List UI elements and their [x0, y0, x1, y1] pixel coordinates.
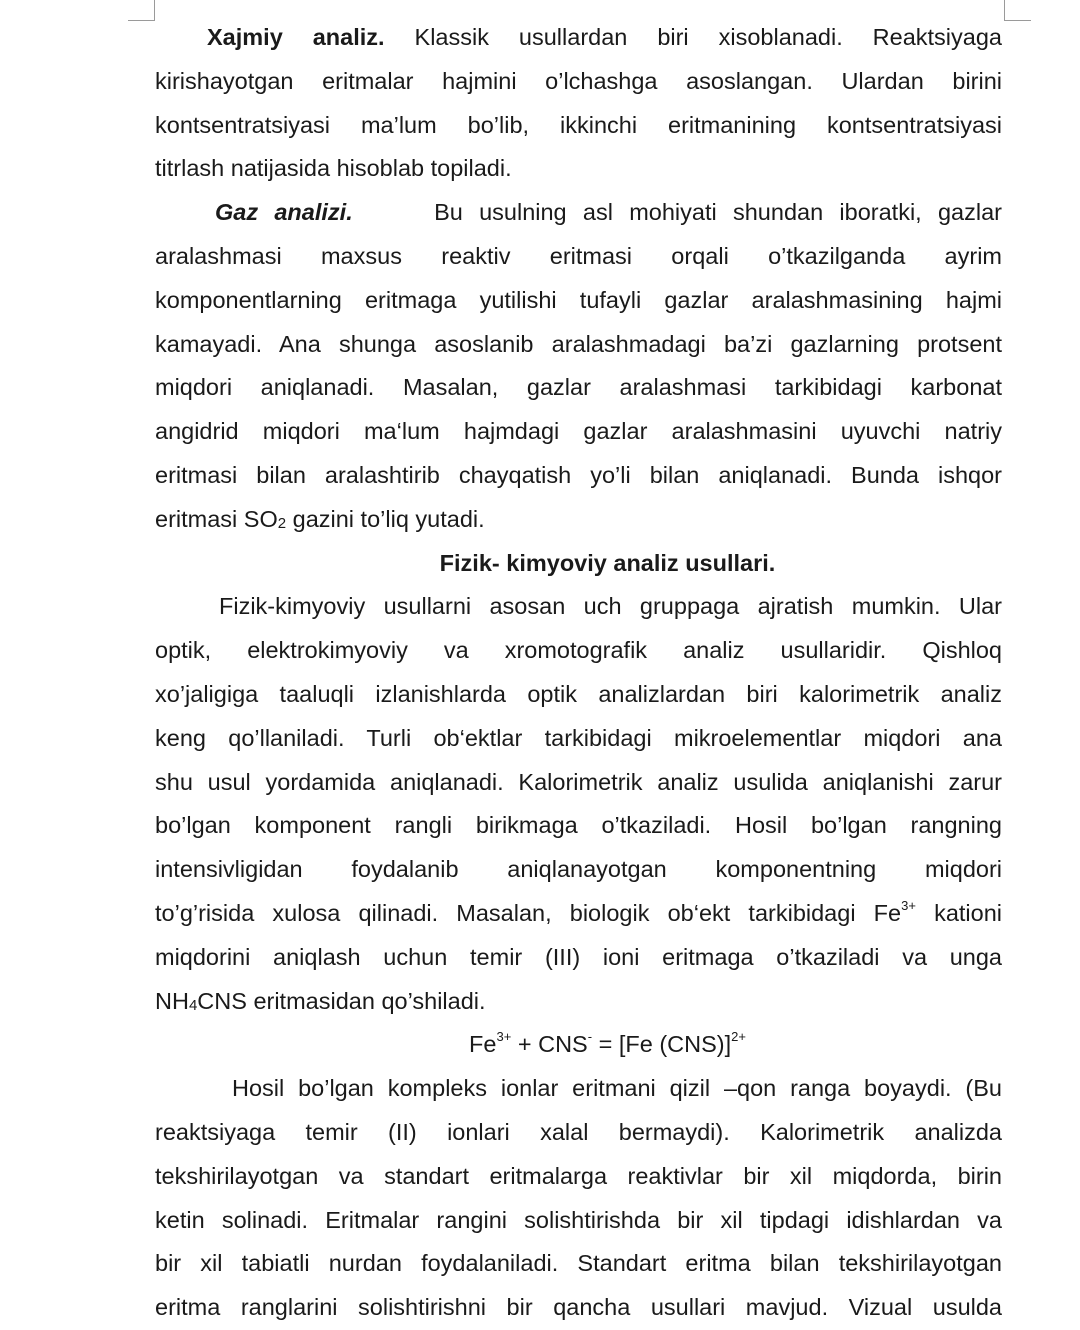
- text-line: ketin solinadi. Eritmalar rangini solishtirishda bir xil tipdagi idishlardan va: [155, 1206, 1002, 1233]
- text-line: kirishayotgan eritmalar hajmini o’lchashga asoslangan. Ulardan birini: [155, 67, 1002, 94]
- text-line: kontsentratsiyasi ma’lum bo’lib, ikkinchi eritmanining kontsentratsiyasi: [155, 111, 1002, 138]
- text-line: $NH_4CNS$ eritmasidan qo’shiladi.: [155, 987, 486, 1014]
- text-line: Gaz analizi. Bu usulning asl mohiyati shundan iboratki, gazlar: [215, 199, 1002, 226]
- page-corner-mark-left: [128, 0, 155, 21]
- superscript: 3+: [496, 1029, 512, 1045]
- text-line: to’g’risida xulosa qilinadi. Masalan, biologik ob‘ekt tarkibidagi $Fe^{3+}$ kationi: [155, 897, 1002, 926]
- chemical-formula: $Fe^{3+} + CNS^- = [Fe$ (CNS)]$^{2+}$: [469, 1029, 746, 1058]
- text-line: reaktsiyaga temir (II) ionlari xalal bermaydi). Kalorimetrik analizda: [155, 1118, 1002, 1145]
- superscript: 2+: [731, 1029, 746, 1045]
- text-line: Hosil bo’lgan kompleks ionlar eritmani qizil –qon ranga boyaydi. (Bu: [232, 1075, 1002, 1102]
- paragraph-fizik-kimyoviy: [155, 585, 1002, 1023]
- superscript: 3+: [901, 897, 916, 913]
- text-line: titrlash natijasida hisoblab topiladi.: [155, 155, 512, 182]
- paragraph-gaz-analizi: [155, 191, 1002, 541]
- section-heading: Fizik- kimyoviy analiz usullari.: [439, 549, 776, 576]
- subscript: 4: [188, 996, 198, 1014]
- text-line: bo’lgan komponent rangli birikmaga o’tkaziladi. Hosil bo’lgan rangning: [155, 812, 1002, 839]
- text-line: Fizik-kimyoviy usullarni asosan uch gruppaga ajratish mumkin. Ular: [219, 593, 1002, 620]
- text-line: intensivligidan foydalanib aniqlanayotgan komponentning miqdori: [155, 856, 1002, 883]
- text-line: tekshirilayotgan va standart eritmalarga reaktivlar bir xil miqdorda, birin: [155, 1162, 1002, 1189]
- term-gaz-analizi: Gaz analizi.: [215, 199, 353, 226]
- term-hajmiy-analiz: Xajmiy analiz.: [207, 24, 385, 50]
- subscript: 2: [277, 514, 287, 532]
- text-line: eritmasi bilan aralashtirib chayqatish yo’li bilan aniqlanadi. Bunda ishqor: [155, 461, 1002, 488]
- page-corner-mark-right: [1004, 0, 1031, 21]
- text-line: miqdori aniqlanadi. Masalan, gazlar aralashmasi tarkibidagi karbonat: [155, 374, 1002, 401]
- text-line: Xajmiy analiz. Klassik usullardan biri xisoblanadi. Reaktsiyaga: [207, 24, 1002, 50]
- text-line: miqdorini aniqlash uchun temir (III) ioni eritmaga o’tkaziladi va unga: [155, 943, 1002, 970]
- text-line: aralashmasi maxsus reaktiv eritmasi orqali o’tkazilganda ayrim: [155, 242, 1002, 269]
- text-line: komponentlarning eritmaga yutilishi tufayli gazlar aralashmasining hajmi: [155, 286, 1002, 313]
- text-line: keng qo’llaniladi. Turli ob‘ektlar tarkibidagi mikroelementlar miqdori ana: [155, 724, 1002, 751]
- text-line: angidrid miqdori ma‘lum hajmdagi gazlar aralashmasini uyuvchi natriy: [155, 418, 1002, 445]
- text-line: shu usul yordamida aniqlanadi. Kalorimetrik analiz usulida aniqlanishi zarur: [155, 768, 1002, 795]
- text-line: bir xil tabiatli nurdan foydalaniladi. Standart eritma bilan tekshirilayotgan: [155, 1250, 1002, 1277]
- paragraph-hosil: [155, 1067, 1002, 1330]
- text-line: kamayadi. Ana shunga asoslanib aralashmadagi ba’zi gazlarning protsent: [155, 330, 1002, 357]
- document-page: [155, 16, 1002, 1330]
- superscript: -: [587, 1029, 593, 1045]
- text-line: eritmasi $SO_2$ gazini to’liq yutadi.: [155, 505, 485, 532]
- text-line: optik, elektrokimyoviy va xromotografik analiz usullaridir. Qishloq: [155, 637, 1002, 664]
- text-line: eritma ranglarini solishtirishni bir qancha usullari mavjud. Vizual usulda: [155, 1294, 1002, 1321]
- paragraph-hajmiy-analiz: [155, 16, 1002, 191]
- text-line: xo’jaligiga taaluqli izlanishlarda optik analizlardan biri kalorimetrik analiz: [155, 680, 1002, 707]
